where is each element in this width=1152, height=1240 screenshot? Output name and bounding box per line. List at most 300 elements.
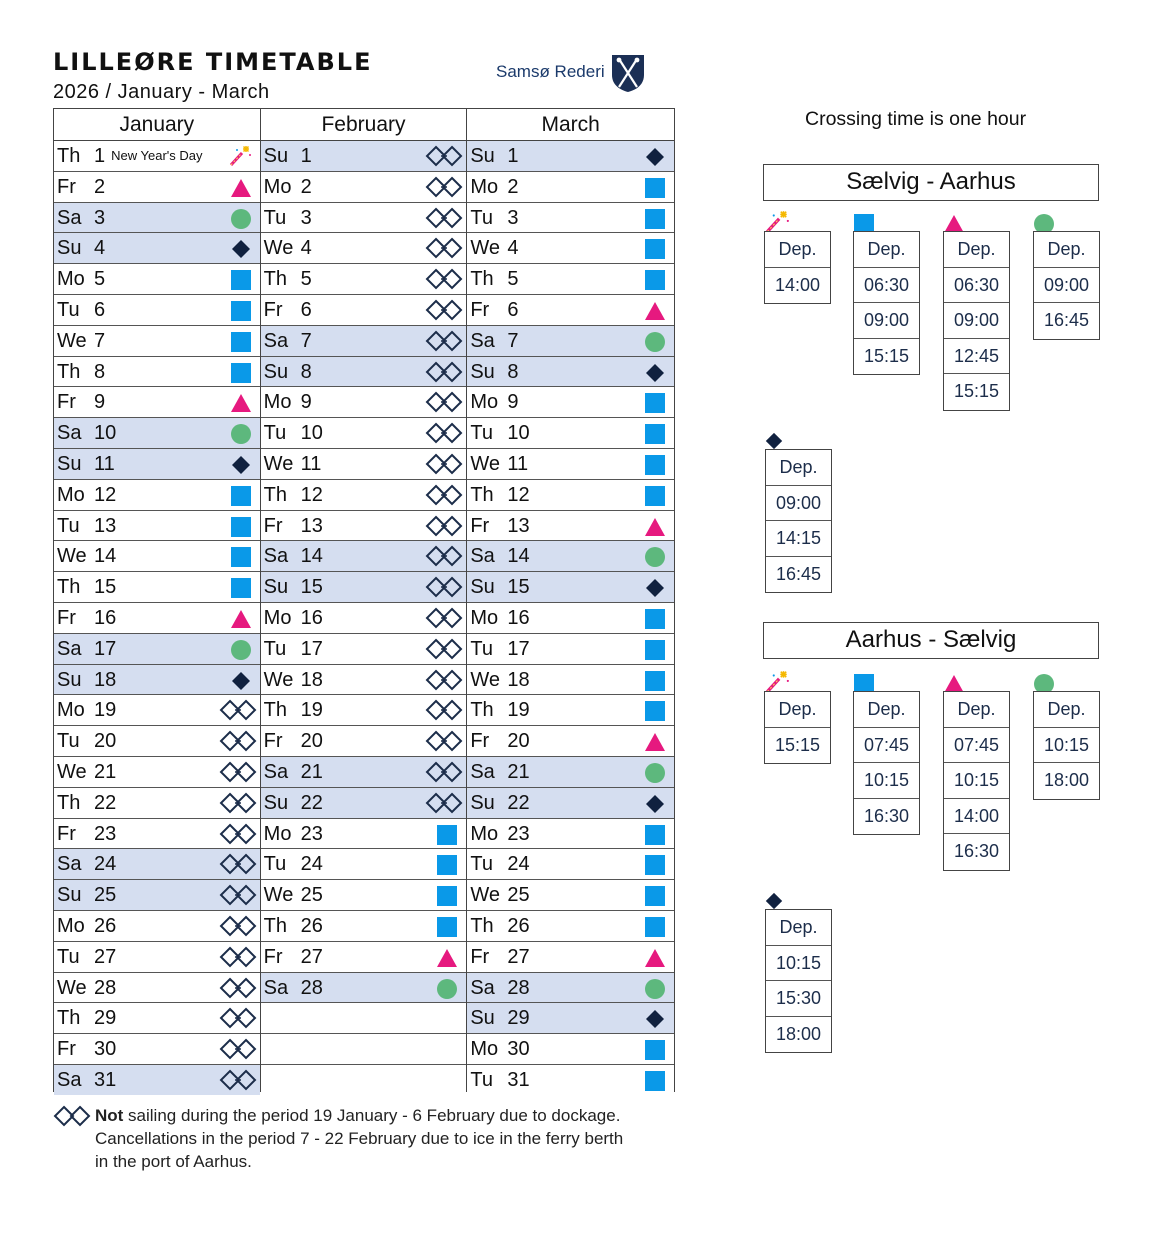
day-row	[54, 357, 260, 388]
day-number: 11	[507, 452, 529, 475]
day-number: 13	[94, 514, 117, 537]
footnote	[53, 1104, 693, 1173]
circle-icon	[644, 762, 666, 784]
day-number: 23	[300, 822, 323, 845]
dock-icon	[219, 1038, 257, 1060]
day-number: 22	[94, 791, 117, 814]
dep-header: Dep.	[766, 450, 831, 486]
triangle-icon	[436, 947, 458, 969]
weekday-label: Tu	[57, 298, 80, 321]
day-number: 24	[300, 853, 323, 876]
day-number: 5	[300, 268, 312, 291]
dock-icon	[219, 761, 257, 783]
day-number: 1	[300, 145, 312, 167]
day-number: 23	[94, 822, 117, 845]
dock-icon	[219, 1007, 257, 1029]
dock-icon	[425, 576, 463, 598]
departure-time: 10:15	[854, 763, 919, 799]
weekday-label: Tu	[470, 853, 493, 876]
weekday-label: Su	[263, 576, 289, 599]
footnote-line1: sailing during the period 19 January - 6 February due to dockage.	[123, 1106, 621, 1125]
day-number: 2	[507, 175, 519, 198]
weekday-label: Sa	[470, 760, 495, 783]
departure-time: 15:15	[953, 381, 1000, 401]
departure-time: 15:30	[766, 981, 831, 1017]
weekday-label: Sa	[57, 422, 82, 445]
day-row	[467, 480, 674, 511]
weekday-label: Su	[470, 791, 495, 814]
day-row	[54, 387, 260, 418]
departure-time: 09:00	[944, 303, 1009, 339]
square-icon	[644, 608, 666, 630]
square-icon	[644, 177, 666, 199]
day-row	[261, 726, 467, 757]
square-icon	[644, 485, 666, 507]
day-number: 24	[507, 853, 530, 876]
dock-icon	[425, 237, 463, 259]
day-number: 13	[507, 514, 530, 537]
day-row	[54, 973, 260, 1004]
day-number: 14	[300, 545, 323, 568]
weekday-label: Su	[57, 237, 82, 260]
dock-icon	[425, 607, 463, 629]
day-row	[261, 141, 467, 172]
weekday-label: Mo	[470, 822, 499, 845]
weekday-label: Sa	[470, 329, 495, 352]
day-row	[261, 819, 467, 850]
square-icon	[644, 854, 666, 876]
day-number: 21	[300, 760, 323, 783]
day-number: 31	[94, 1068, 117, 1091]
day-number: 15	[94, 576, 117, 599]
dock-icon	[425, 361, 463, 383]
weekday-label: Mo	[263, 175, 292, 198]
dock-icon	[425, 330, 463, 352]
weekday-label: Th	[470, 483, 494, 506]
day-number: 23	[507, 822, 530, 845]
departure-time: 14:15	[766, 521, 831, 557]
square-icon	[644, 454, 666, 476]
day-row	[261, 1034, 467, 1065]
day-row	[54, 1003, 260, 1034]
dep-table-newyear	[764, 691, 831, 764]
weekday-label: Su	[470, 360, 495, 383]
weekday-label: Sa	[263, 976, 289, 999]
dock-icon	[53, 1105, 91, 1127]
day-number: 22	[507, 791, 530, 814]
day-number: 25	[507, 884, 530, 907]
day-number: 7	[300, 329, 312, 352]
day-number: 18	[507, 668, 530, 691]
dock-icon	[219, 853, 257, 875]
circle-icon	[230, 208, 252, 230]
weekday-label: Su	[470, 1007, 495, 1030]
day-number: 27	[300, 945, 323, 968]
day-row	[54, 634, 260, 665]
triangle-icon	[644, 300, 666, 322]
weekday-label: Tu	[263, 206, 287, 229]
day-row	[467, 973, 674, 1004]
weekday-label: We	[263, 237, 294, 260]
dep-header: Dep.	[1034, 232, 1099, 268]
square-icon	[436, 854, 458, 876]
circle-icon	[230, 639, 252, 661]
weekday-label: Fr	[263, 298, 283, 321]
diamond-icon	[644, 577, 666, 599]
day-row	[467, 357, 674, 388]
day-row	[467, 665, 674, 696]
day-row	[467, 418, 674, 449]
day-row	[467, 1034, 674, 1065]
weekday-label: Su	[470, 576, 495, 599]
day-number: 31	[507, 1068, 530, 1091]
weekday-label: Mo	[57, 268, 85, 291]
dock-icon	[425, 391, 463, 413]
weekday-label: We	[470, 452, 500, 475]
day-number: 11	[94, 452, 115, 475]
day-row	[54, 172, 260, 203]
day-row	[261, 387, 467, 418]
day-row	[261, 449, 467, 480]
weekday-label: Sa	[57, 637, 82, 660]
departure-time: 06:30	[854, 268, 919, 304]
departure-time: 14:00	[774, 274, 821, 295]
dock-icon	[425, 207, 463, 229]
circle-icon	[644, 331, 666, 353]
day-number: 15	[507, 576, 530, 599]
day-row	[261, 911, 467, 942]
day-number: 6	[94, 298, 106, 321]
day-number: 12	[300, 483, 323, 506]
day-number: 4	[94, 237, 106, 260]
day-number: 8	[507, 360, 519, 383]
day-number: 20	[94, 730, 117, 753]
circle-icon	[436, 978, 458, 1000]
dock-icon	[219, 823, 257, 845]
square-icon	[436, 885, 458, 907]
circle-icon	[644, 546, 666, 568]
day-row	[261, 1065, 467, 1095]
day-row	[261, 1003, 467, 1034]
weekday-label: Tu	[263, 637, 287, 660]
weekday-label: Tu	[470, 637, 493, 660]
day-row	[54, 326, 260, 357]
day-number: 7	[94, 329, 106, 352]
triangle-icon	[230, 608, 252, 630]
dock-icon	[425, 299, 463, 321]
day-row	[467, 511, 674, 542]
dock-icon	[425, 484, 463, 506]
dock-icon	[425, 669, 463, 691]
dep-header: Dep.	[1034, 692, 1099, 728]
day-row	[54, 264, 260, 295]
weekday-label: Fr	[57, 822, 76, 845]
day-row	[261, 541, 467, 572]
weekday-label: Fr	[57, 175, 76, 198]
day-row	[261, 511, 467, 542]
day-number: 19	[300, 699, 323, 722]
day-number: 30	[507, 1038, 530, 1061]
day-number: 21	[94, 760, 117, 783]
day-row	[467, 264, 674, 295]
weekday-label: Su	[263, 791, 289, 814]
departure-time: 16:45	[775, 563, 822, 584]
day-number: 26	[507, 914, 530, 937]
square-icon	[644, 269, 666, 291]
brand-name: Samsø Rederi	[496, 62, 605, 81]
weekday-label: Fr	[263, 514, 283, 537]
dock-icon	[219, 884, 257, 906]
day-row	[467, 326, 674, 357]
diamond-icon	[230, 454, 252, 476]
newyear-firework-icon	[228, 144, 252, 168]
day-row	[467, 849, 674, 880]
day-row	[261, 572, 467, 603]
weekday-label: Tu	[263, 422, 287, 445]
day-number: 17	[507, 637, 530, 660]
dep-table-diamond	[765, 449, 832, 593]
day-number: 9	[300, 391, 312, 414]
day-number: 21	[507, 760, 530, 783]
weekday-label: Mo	[57, 914, 85, 937]
day-row	[54, 141, 260, 172]
month-header: January	[54, 109, 260, 141]
dock-icon	[425, 422, 463, 444]
square-icon	[644, 423, 666, 445]
day-number: 28	[507, 976, 530, 999]
dep-table-square	[853, 231, 920, 375]
dock-icon	[219, 977, 257, 999]
day-row	[261, 233, 467, 264]
day-row	[467, 942, 674, 973]
dep-table-newyear	[764, 231, 831, 304]
route-title-aarhus-saelvig: Aarhus - Sælvig	[763, 622, 1099, 659]
day-number: 6	[300, 298, 312, 321]
day-number: 10	[300, 422, 323, 445]
day-row	[467, 387, 674, 418]
weekday-label: We	[57, 760, 87, 783]
dep-header: Dep.	[944, 692, 1009, 728]
day-number: 7	[507, 329, 519, 352]
day-row	[467, 726, 674, 757]
square-icon	[644, 885, 666, 907]
day-number: 24	[94, 853, 117, 876]
square-icon	[230, 300, 252, 322]
day-row	[54, 233, 260, 264]
weekday-label: Mo	[470, 175, 499, 198]
day-number: 4	[300, 237, 312, 260]
weekday-label: Th	[470, 914, 494, 937]
day-number: 2	[94, 175, 106, 198]
day-number: 26	[300, 914, 323, 937]
day-number: 12	[94, 483, 117, 506]
day-row	[54, 695, 260, 726]
weekday-label: Su	[57, 668, 82, 691]
triangle-icon	[230, 177, 252, 199]
day-number: 1	[94, 145, 106, 167]
page-title: LILLEØRE TIMETABLE	[53, 48, 373, 76]
day-row	[54, 203, 260, 234]
weekday-label: Sa	[263, 545, 289, 568]
day-row	[467, 572, 674, 603]
dock-icon	[425, 638, 463, 660]
dock-icon	[219, 946, 257, 968]
day-row	[54, 911, 260, 942]
square-icon	[230, 362, 252, 384]
weekday-label: Sa	[57, 1068, 82, 1091]
month-column-february	[261, 109, 468, 1091]
square-icon	[230, 577, 252, 599]
day-number: 29	[94, 1007, 117, 1030]
dep-table-square	[853, 691, 920, 835]
day-row	[54, 480, 260, 511]
day-number: 5	[507, 268, 519, 291]
day-row	[54, 295, 260, 326]
square-icon	[644, 392, 666, 414]
calendar-grid	[53, 108, 675, 1092]
diamond-icon	[644, 793, 666, 815]
day-number: 18	[300, 668, 323, 691]
day-row	[467, 819, 674, 850]
square-icon	[644, 208, 666, 230]
day-number: 14	[507, 545, 530, 568]
weekday-label: Sa	[263, 760, 289, 783]
weekday-label: Fr	[57, 1038, 76, 1061]
day-row	[467, 141, 674, 172]
departure-time: 16:30	[953, 841, 1000, 861]
square-icon	[644, 639, 666, 661]
dock-icon	[425, 792, 463, 814]
weekday-label: Fr	[263, 945, 283, 968]
weekday-label: Fr	[57, 606, 76, 629]
day-number: 6	[507, 298, 519, 321]
dock-icon	[425, 545, 463, 567]
weekday-label: Mo	[57, 699, 85, 722]
weekday-label: Su	[57, 452, 82, 475]
weekday-label: Th	[263, 268, 288, 291]
day-number: 17	[300, 637, 323, 660]
weekday-label: Su	[57, 884, 82, 907]
diamond-icon	[644, 146, 666, 168]
day-number: 28	[94, 976, 117, 999]
square-icon	[644, 238, 666, 260]
day-number: 1	[507, 145, 519, 167]
dock-icon	[425, 145, 463, 167]
day-row	[467, 295, 674, 326]
day-row	[54, 757, 260, 788]
dock-icon	[425, 453, 463, 475]
day-row	[54, 788, 260, 819]
day-row	[54, 1065, 260, 1095]
square-icon	[644, 670, 666, 692]
day-number: 3	[507, 206, 519, 229]
dock-icon	[425, 268, 463, 290]
square-icon	[644, 1070, 666, 1092]
day-row	[467, 634, 674, 665]
square-icon	[644, 700, 666, 722]
day-row	[54, 1034, 260, 1065]
triangle-icon	[644, 947, 666, 969]
departure-time: 09:00	[1034, 268, 1099, 304]
weekday-label: We	[263, 668, 294, 691]
day-number: 27	[94, 945, 117, 968]
departure-time: 07:45	[944, 728, 1009, 764]
day-row	[261, 603, 467, 634]
weekday-label: Fr	[470, 298, 490, 321]
day-row	[467, 695, 674, 726]
dep-header: Dep.	[854, 692, 919, 728]
departure-time: 07:45	[854, 728, 919, 764]
day-number: 13	[300, 514, 323, 537]
departure-time: 18:00	[1043, 770, 1090, 790]
departure-time: 09:00	[766, 486, 831, 522]
triangle-icon	[644, 731, 666, 753]
dock-icon	[219, 699, 257, 721]
dock-icon	[219, 1069, 257, 1091]
weekday-label: Fr	[470, 514, 490, 537]
weekday-label: Tu	[57, 514, 80, 537]
weekday-label: Mo	[470, 391, 499, 414]
weekday-label: We	[470, 668, 500, 691]
weekday-label: We	[470, 884, 500, 907]
day-row	[261, 480, 467, 511]
day-row	[261, 880, 467, 911]
weekday-label: Th	[263, 914, 288, 937]
day-number: 12	[507, 483, 530, 506]
weekday-label: Fr	[57, 391, 76, 414]
weekday-label: Mo	[470, 1038, 499, 1061]
departure-time: 14:00	[944, 799, 1009, 835]
day-row	[467, 603, 674, 634]
weekday-label: Th	[57, 145, 81, 167]
day-row	[467, 203, 674, 234]
day-number: 3	[94, 206, 106, 229]
diamond-icon	[644, 1008, 666, 1030]
day-row	[261, 973, 467, 1004]
day-row	[54, 849, 260, 880]
day-row	[467, 911, 674, 942]
diamond-icon	[644, 362, 666, 384]
circle-icon	[230, 423, 252, 445]
shield-logo-icon	[610, 53, 646, 93]
day-row	[261, 942, 467, 973]
weekday-label: Fr	[263, 730, 283, 753]
departure-time: 16:45	[1043, 310, 1090, 330]
day-row	[261, 357, 467, 388]
day-number: 22	[300, 791, 323, 814]
departure-time: 18:00	[775, 1023, 822, 1044]
dock-icon	[425, 699, 463, 721]
dep-table-circle	[1033, 691, 1100, 800]
day-number: 26	[94, 914, 117, 937]
day-number: 18	[94, 668, 117, 691]
departure-time: 16:30	[863, 805, 910, 826]
day-number: 2	[300, 175, 312, 198]
diamond-icon	[230, 670, 252, 692]
weekday-label: Fr	[470, 945, 490, 968]
weekday-label: We	[57, 976, 87, 999]
triangle-icon	[230, 392, 252, 414]
weekday-label: Th	[263, 483, 288, 506]
triangle-icon	[644, 516, 666, 538]
day-row	[54, 880, 260, 911]
day-row	[261, 757, 467, 788]
weekday-label: Sa	[57, 853, 82, 876]
diamond-icon	[764, 431, 784, 451]
dep-header: Dep.	[944, 232, 1009, 268]
day-number: 27	[507, 945, 530, 968]
route-title-saelvig-aarhus: Sælvig - Aarhus	[763, 164, 1099, 201]
